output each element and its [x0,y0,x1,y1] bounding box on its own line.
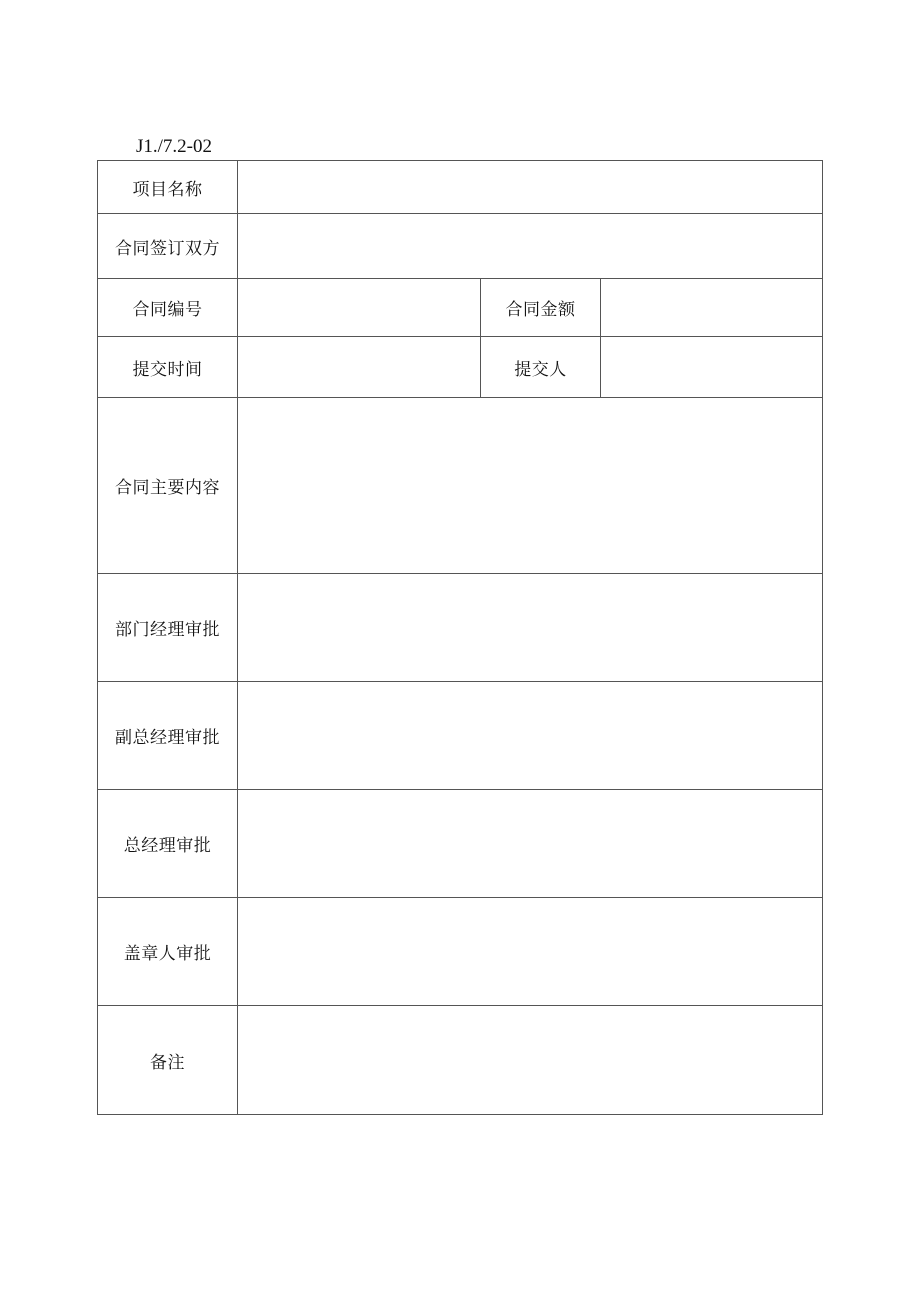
submitter-label: 提交人 [481,337,601,398]
remarks-label: 备注 [98,1006,238,1115]
row-project-name [98,161,823,214]
contract-parties-label: 合同签订双方 [98,214,238,279]
deputy-general-manager-approval-field[interactable] [238,682,823,790]
row-contract-parties [98,214,823,279]
submit-time-field[interactable] [238,337,481,398]
sealer-approval-field[interactable] [238,898,823,1006]
department-manager-approval-field[interactable] [238,574,823,682]
submit-time-label: 提交时间 [98,337,238,398]
general-manager-approval-label: 总经理审批 [98,790,238,898]
contract-approval-form [97,160,823,1115]
contract-main-content-field[interactable] [238,398,823,574]
row-general-manager-approval [98,790,823,898]
deputy-general-manager-approval-label: 副总经理审批 [98,682,238,790]
row-contract-main-content [98,398,823,574]
row-remarks [98,1006,823,1115]
row-contract-number-amount [98,279,823,337]
remarks-field[interactable] [238,1006,823,1115]
row-sealer-approval [98,898,823,1006]
project-name-label: 项目名称 [98,161,238,214]
row-deputy-general-manager-approval [98,682,823,790]
submitter-field[interactable] [601,337,823,398]
row-department-manager-approval [98,574,823,682]
form-code: J1./7.2-02 [136,136,212,157]
contract-amount-label: 合同金额 [481,279,601,337]
contract-parties-field[interactable] [238,214,823,279]
contract-main-content-label: 合同主要内容 [98,398,238,574]
department-manager-approval-label: 部门经理审批 [98,574,238,682]
contract-amount-field[interactable] [601,279,823,337]
contract-number-label: 合同编号 [98,279,238,337]
project-name-field[interactable] [238,161,823,214]
contract-number-field[interactable] [238,279,481,337]
row-submit-time-submitter [98,337,823,398]
sealer-approval-label: 盖章人审批 [98,898,238,1006]
general-manager-approval-field[interactable] [238,790,823,898]
